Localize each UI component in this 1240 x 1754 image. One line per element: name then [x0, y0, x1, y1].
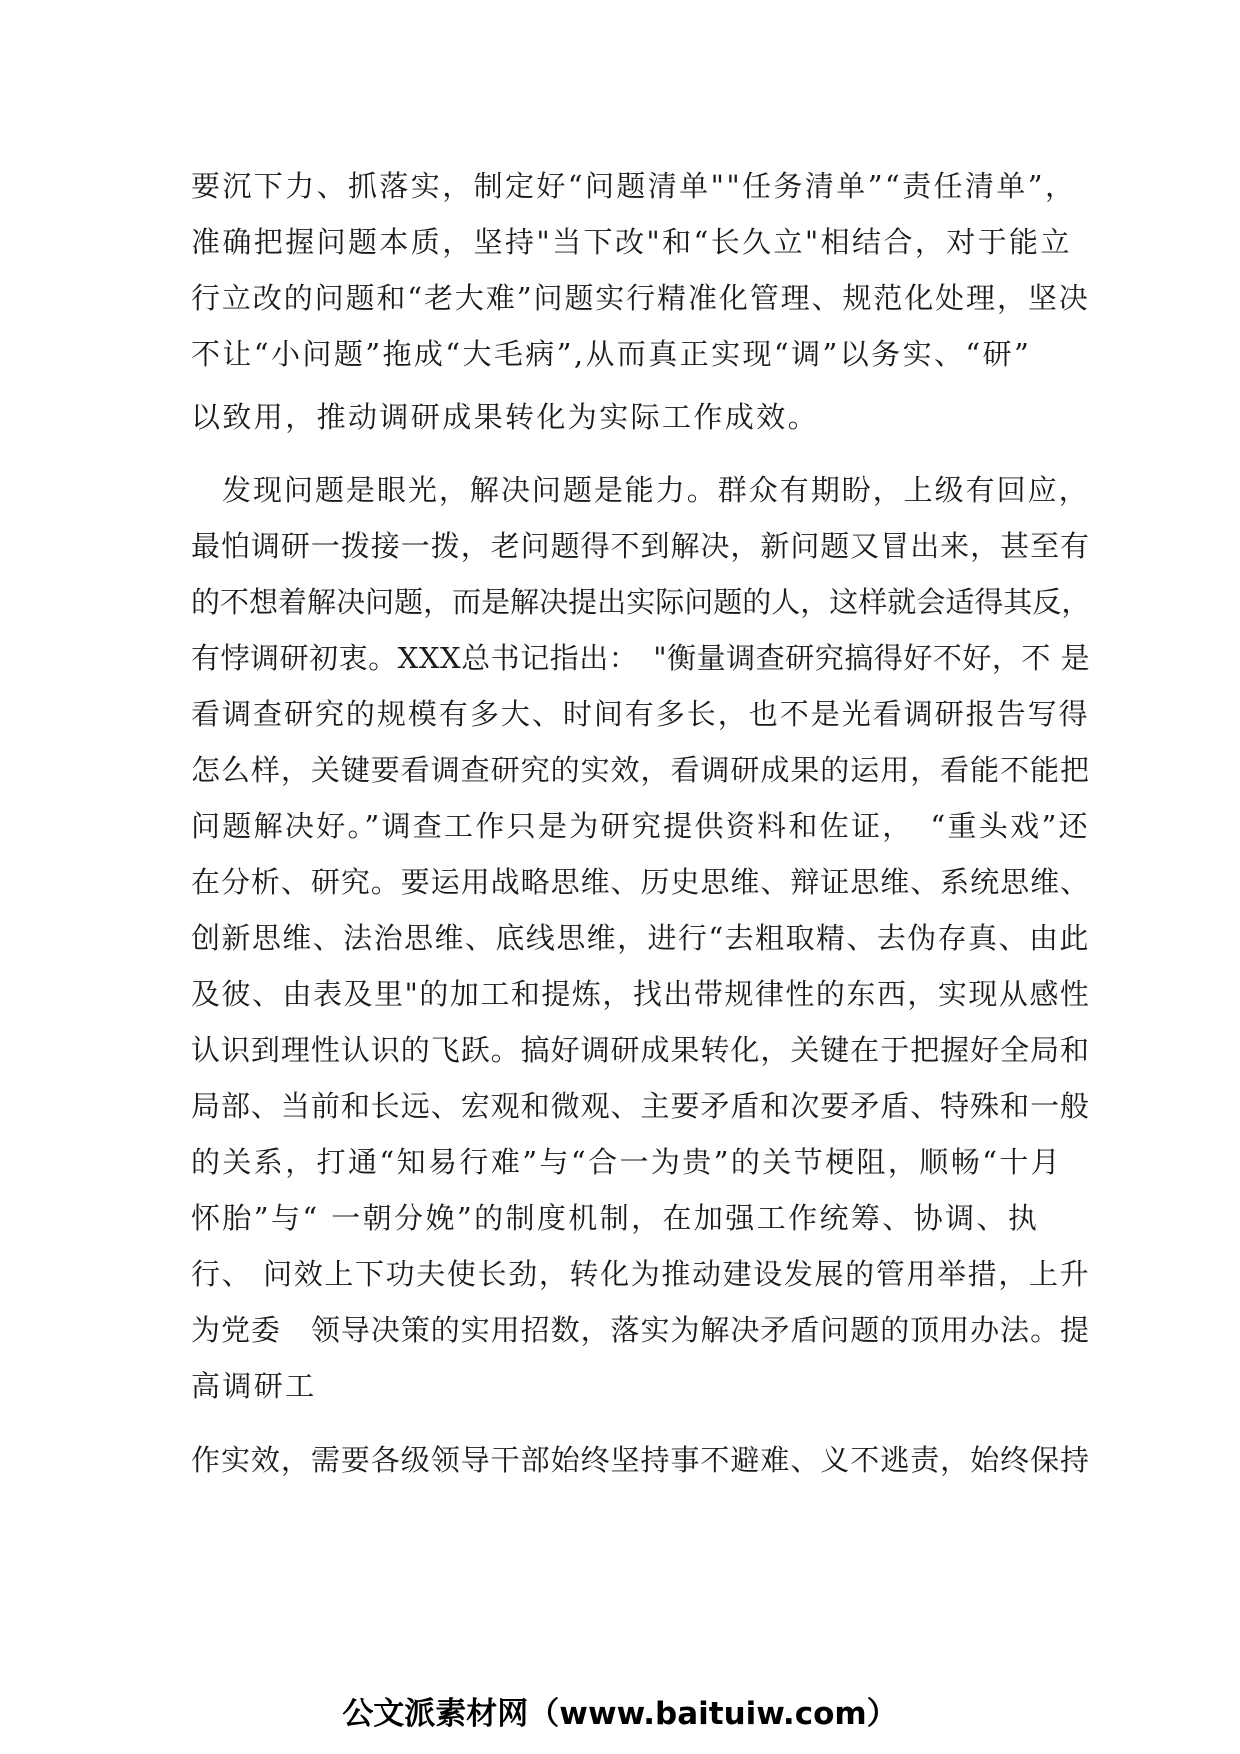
text-line-21: 为党委 领导决策的实用招数，落实为解决矛盾问题的顶用办法。提	[191, 1313, 1091, 1347]
text-line-8: 的不想着解决问题，而是解决提出实际问题的人，这样就会适得其反，	[191, 585, 1091, 619]
text-line-17: 局部、当前和长远、宏观和微观、主要矛盾和次要矛盾、特殊和一般	[191, 1089, 1091, 1123]
text-line-7: 最怕调研一拨接一拨，老问题得不到解决，新问题又冒出来，甚至有	[191, 529, 1091, 563]
text-line-23: 作实效，需要各级领导干部始终坚持事不避难、义不逃责，始终保持	[191, 1443, 1091, 1477]
text-line-3: 行立改的问题和“老大难”问题实行精准化管理、规范化处理，坚决	[191, 281, 1090, 315]
text-line-13: 在分析、研究。要运用战略思维、历史思维、辩证思维、系统思维、	[191, 865, 1091, 899]
text-line-5: 以致用，推动调研成果转化为实际工作成效。	[191, 400, 820, 434]
text-line-15: 及彼、由表及里"的加工和提炼，找出带规律性的东西，实现从感性	[191, 977, 1091, 1011]
text-line-9: 有悖调研初衷。XXX总书记指出： "衡量调查研究搞得好不好，不 是	[191, 641, 1091, 675]
text-line-2: 准确把握问题本质，坚持"当下改"和“长久立"相结合，对于能立	[191, 225, 1072, 259]
text-line-18: 的关系，打通“知易行难”与“合一为贵”的关节梗阻，顺畅“十月	[191, 1145, 1063, 1179]
text-line-19: 怀胎”与“ 一朝分娩”的制度机制，在加强工作统筹、协调、执	[191, 1201, 1040, 1235]
text-line-4: 不让“小问题”拖成“大毛病”,从而真正实现“调”以务实、“研”	[191, 337, 1032, 371]
text-line-14: 创新思维、法治思维、底线思维，进行“去粗取精、去伪存真、由此	[191, 921, 1090, 955]
text-line-6: 发现问题是眼光，解决问题是能力。群众有期盼，上级有回应，	[191, 473, 1090, 507]
text-line-12: 问题解决好。”调查工作只是为研究提供资料和佐证， “重头戏”还	[191, 809, 1090, 843]
footer-watermark: 公文派素材网（www.baituiw.com）	[342, 1696, 898, 1732]
text-line-20: 行、 问效上下功夫使长劲，转化为推动建设发展的管用举措，上升	[191, 1257, 1091, 1291]
text-line-11: 怎么样，关键要看调查研究的实效，看调研成果的运用，看能不能把	[191, 753, 1091, 787]
text-line-10: 看调查研究的规模有多大、时间有多长，也不是光看调研报告写得	[191, 697, 1090, 731]
text-line-22: 高调研工	[191, 1369, 317, 1403]
text-line-1: 要沉下力、抓落实，制定好“问题清单""任务清单”“责任清单”，	[191, 169, 1077, 203]
text-line-16: 认识到理性认识的飞跃。搞好调研成果转化，关键在于把握好全局和	[191, 1033, 1091, 1067]
